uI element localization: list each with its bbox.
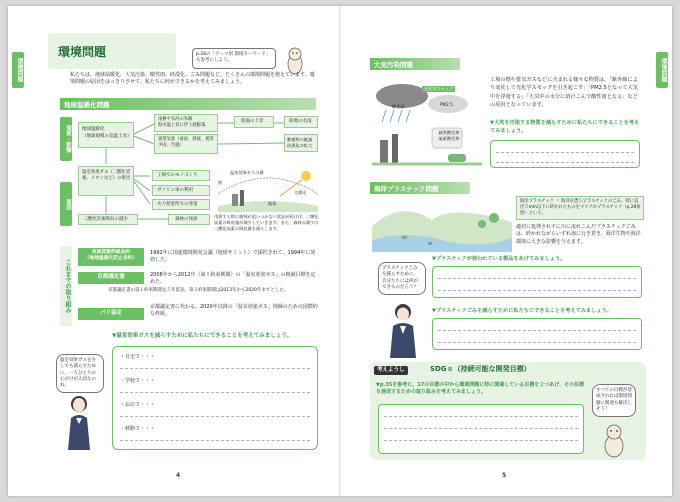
- answer-prompt-school: ・学校で・・・: [120, 378, 156, 384]
- image-label-heat: 熱: [218, 180, 223, 185]
- answer-line: [120, 416, 310, 417]
- history-text-1: 1992年に国連環境開発会議（地球サミット）で採択されて、1994年に発効した。: [150, 250, 316, 264]
- deforest-note: 伐採する時に植林が追いつかない状況が続けば、二酸化炭素の吸収量が減少していきます。また、森林の減少は二酸化炭素の吸収量を減らします。: [214, 214, 319, 232]
- side-tab-right: 環境問題: [656, 52, 668, 88]
- history-label-1: 気候変動枠組条約 （地球温暖化防止条約）: [78, 248, 144, 266]
- left-answer-box[interactable]: [112, 346, 318, 450]
- girl-speech-bubble: 温室効果ガスを少しでも減らすために、一人ひとりの心がけが大切なのね。: [56, 354, 104, 393]
- effect-text-3: 海面の上昇: [241, 119, 264, 124]
- history-text-4: 京都議定書に代わる、2020年以降の「温室効果ガス」削減のための国際的な枠組。: [150, 304, 318, 318]
- source-box-4: [168, 214, 210, 225]
- history-label-2: 京都議定書: [78, 272, 144, 284]
- reference-note: p.28の「テーマ別 環境キーワード」も参考にしよう。: [192, 48, 276, 69]
- sdgs-answer-box[interactable]: [378, 404, 584, 454]
- image-label-sun: 太陽光: [294, 190, 307, 195]
- source-box-2: [152, 185, 210, 196]
- answer-line: [120, 392, 310, 393]
- mascot-shiba-icon: [600, 420, 628, 458]
- page-title: 環境問題: [58, 45, 107, 59]
- source-text-4: 森林の伐採: [175, 217, 198, 222]
- history-side-label: これまでの取り組み: [60, 246, 72, 326]
- page-number-left: 4: [176, 472, 181, 479]
- plastic-answer-box-1[interactable]: [432, 266, 642, 298]
- air-question: ▼大気を汚染する物質を減らすために私たちにできることを考えてみましょう。: [490, 120, 640, 134]
- page-gutter: [339, 6, 341, 496]
- answer-line: [438, 278, 636, 279]
- source-text-3: 火力発電所での発電: [157, 202, 198, 207]
- warming-text: 地球温暖化 （地球規模の気温上昇）: [82, 127, 132, 139]
- source-box-3: [152, 199, 210, 210]
- history-text-3: 京都議定書の第１約束期間を５年延長。第２約束期間は2013年から2020年までとした。: [108, 288, 289, 293]
- answer-line: [384, 428, 578, 429]
- textbook-spread: [8, 6, 672, 496]
- answer-line: [496, 152, 634, 153]
- left-question: ▼温室効果ガスを減らすために私たちにできることを考えてみましょう。: [112, 333, 293, 339]
- origin-label: 原因: [60, 182, 72, 226]
- co2-absorb-text: 二酸化炭素吸収の減少: [83, 217, 128, 222]
- air-label-acid-rain: 酸性雨: [392, 104, 405, 109]
- air-answer-box[interactable]: [490, 140, 640, 168]
- ghg-emission-text: 温室効果ガス（二酸化炭素、メタンなど）の排出: [82, 170, 131, 182]
- answer-line: [384, 440, 578, 441]
- ocean-plastic-illustration: [372, 196, 512, 252]
- history-text-2: 2008年から2012年（第１約束期間）の「温室効果ガス」の削減目標を定めた。: [150, 272, 316, 286]
- page-number-right: 5: [502, 472, 507, 479]
- answer-line: [384, 416, 578, 417]
- think-tag: 考えようし: [374, 366, 408, 375]
- air-label-oxides: 硫黄酸化物 窒素酸化物: [438, 130, 460, 142]
- sdgs-title: SDGｓ（持続可能な開発目標）: [430, 365, 531, 373]
- source-text-1: 工場でのモノづくり: [157, 173, 198, 178]
- ghg-emission-box: [78, 166, 134, 196]
- side-tab-left: 環境問題: [12, 52, 24, 88]
- image-label-earth: 地球: [268, 201, 277, 206]
- air-text: 工場の煙や排気ガスなどに含まれる様々な物質は、「紫外線により変化して光化学スモッグを引き起こす」「PM2.5となって大気中を浮遊する」「大気中の水分に溶けこんで酸性雨となる」などの原因となっています。: [490, 77, 638, 108]
- section-plastic-header: 海洋プラスチック問題: [370, 182, 470, 194]
- section-warming-header: 地球温暖化問題: [60, 98, 316, 110]
- plastic-question-1: ▼プラスチックが使われている製品をあげてみましょう。: [432, 256, 566, 262]
- history-label-4: パリ協定: [78, 308, 144, 320]
- plastic-text: 適切に処理されずに川に流れこんだプラスチックごみは、砕かれながらいずれ海に行き着き、海洋生物や海洋環境に大きな影響を与えます。: [516, 224, 641, 245]
- cause-effect-label: 現象・影響: [60, 117, 72, 161]
- answer-prompt-home: ・自宅で・・・: [120, 354, 156, 360]
- student-boy-icon: [384, 302, 422, 358]
- section-air-header: 大気汚染問題: [370, 58, 460, 70]
- air-label-pm25: PM2.5: [440, 102, 453, 107]
- effect-text-2: 異常気象（豪雨、熱波、異常少雨、台風）: [158, 137, 214, 149]
- intro-text: 私たちは、地球温暖化、大気汚染、酸性雨、砂漠化、ごみ問題など、たくさんの環境問題を抱えています。環境問題の原因をはっきりさせて、私たちに何ができるかを考えてみましょう。: [70, 72, 315, 86]
- effect-text-4: 陸地の水没: [289, 119, 312, 124]
- effect-text-1: 南極や氷河の氷解 海水温上昇に伴う熱膨張: [158, 117, 206, 129]
- plastic-question-2: ▼プラスチックごみを減らすために私たちにできることを考えてみましょう。: [432, 308, 612, 314]
- answer-line: [120, 440, 310, 441]
- air-label-smog: 光化学スモッグ: [424, 86, 454, 91]
- plastic-answer-box-2[interactable]: [432, 318, 642, 350]
- answer-line: [438, 330, 636, 331]
- sdgs-question: ▼p.35を参考に、17の目標の中から環境問題に特に関連している目標を２つあげ、その目標を達成するための取り組みを考えてみましょう。: [376, 382, 585, 396]
- student-girl-icon: [60, 394, 98, 450]
- answer-line: [438, 342, 636, 343]
- effect-text-5: 動植物の絶滅 砂漠化の拡大: [287, 137, 313, 149]
- answer-line: [438, 290, 636, 291]
- source-box-1: [152, 170, 210, 181]
- plastic-definition: 海洋プラスチック ＝ 海洋を漂うプラスチックのごみ。特に直径５mm以下に砕かれたものをマイクロプラスチック（p.28参照）という。: [520, 199, 641, 217]
- shiba-speech-bubble: すべての目標が達成されれば環境問題に関連も解決しそう！: [592, 384, 636, 417]
- answer-prompt-shop: ・お店で・・・: [120, 402, 156, 408]
- co2-absorb-box: [78, 214, 138, 225]
- boy-speech-bubble: プラスチックごみを減らすために、自分たちには何ができるのだろう？: [378, 262, 426, 295]
- source-text-2: ガソリン車の利用: [157, 188, 193, 193]
- plastic-definition-box: [516, 196, 644, 220]
- image-label-gas: 温室効果ガスの層: [230, 170, 264, 175]
- answer-line: [496, 162, 634, 163]
- answer-line: [120, 368, 310, 369]
- answer-prompt-move: ・移動で・・・: [120, 426, 156, 432]
